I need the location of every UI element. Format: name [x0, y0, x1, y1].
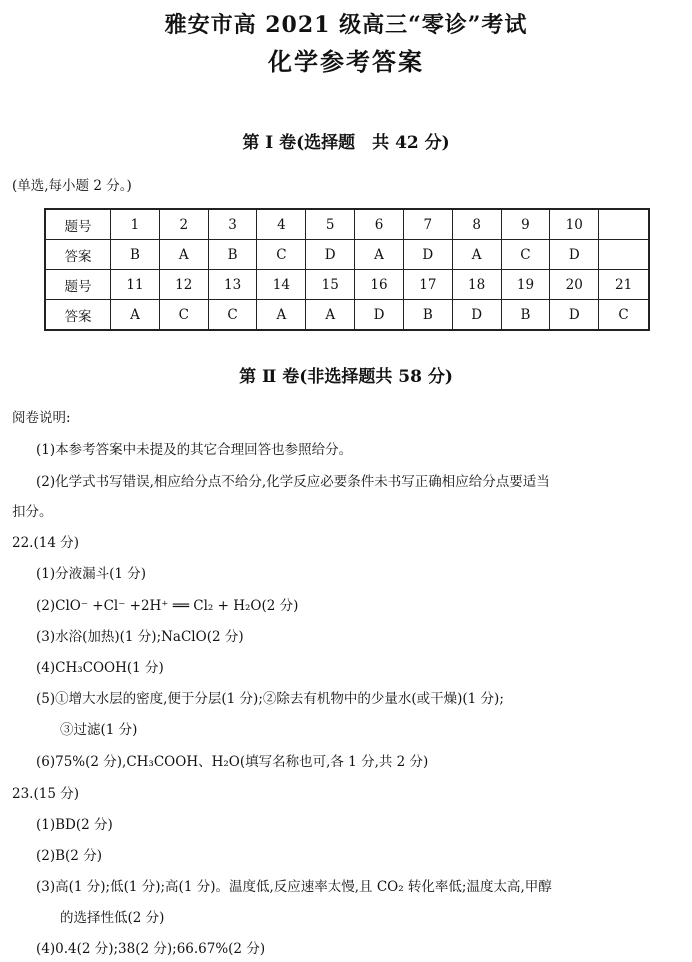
table-cell: 7	[403, 209, 452, 240]
table-cell: A	[111, 300, 160, 331]
table-row	[45, 270, 649, 300]
q22-answer-5a: (5)①增大水层的密度,便于分层(1 分);②除去有机物中的少量水(或干燥)(1 分);	[36, 691, 504, 707]
q23-heading: 23.(15 分)	[12, 786, 79, 802]
table-cell: C	[257, 240, 306, 270]
table-cell: C	[599, 300, 649, 331]
table-cell: 16	[355, 270, 404, 300]
row-label-cell: 题号	[45, 209, 111, 240]
table-cell: 4	[257, 209, 306, 240]
q22-answer-2: (2)ClO⁻ +Cl⁻ +2H⁺ ══ Cl₂ + H₂O(2 分)	[36, 598, 299, 614]
table-cell: 21	[599, 270, 649, 300]
table-cell: B	[403, 300, 452, 331]
q23-answer-4: (4)0.4(2 分);38(2 分);66.67%(2 分)	[36, 941, 266, 957]
grading-note-1: (1)本参考答案中未提及的其它合理回答也参照给分。	[36, 442, 353, 458]
table-cell: 18	[452, 270, 501, 300]
q22-heading: 22.(14 分)	[12, 535, 79, 551]
table-cell: 11	[111, 270, 160, 300]
table-cell: 14	[257, 270, 306, 300]
exam-title: 雅安市高 2021 级高三“零诊”考试	[164, 12, 528, 38]
table-cell: D	[452, 300, 501, 331]
table-cell: 20	[550, 270, 599, 300]
table-row	[45, 300, 649, 331]
table-cell: C	[159, 300, 208, 331]
table-cell: A	[257, 300, 306, 331]
q23-answer-2: (2)B(2 分)	[36, 848, 102, 864]
q22-answer-4: (4)CH₃COOH(1 分)	[36, 660, 164, 676]
q22-answer-1: (1)分液漏斗(1 分)	[36, 566, 147, 582]
table-cell	[599, 240, 649, 270]
table-cell: D	[306, 240, 355, 270]
answer-table	[44, 208, 650, 331]
table-cell: B	[501, 300, 550, 331]
q23-answer-1: (1)BD(2 分)	[36, 817, 113, 833]
q22-answer-5b: ③过滤(1 分)	[60, 722, 138, 738]
table-cell: D	[550, 240, 599, 270]
table-cell: 9	[501, 209, 550, 240]
table-cell: B	[111, 240, 160, 270]
grading-note-2b: 扣分。	[12, 504, 53, 520]
table-cell: 17	[403, 270, 452, 300]
table-cell: 15	[306, 270, 355, 300]
table-cell: 10	[550, 209, 599, 240]
table-cell: B	[208, 240, 257, 270]
row-label-cell: 答案	[45, 240, 111, 270]
grading-title: 阅卷说明:	[12, 410, 71, 426]
table-cell: A	[306, 300, 355, 331]
row-label-cell: 题号	[45, 270, 111, 300]
table-cell: 13	[208, 270, 257, 300]
row-label-cell: 答案	[45, 300, 111, 331]
table-cell: 12	[159, 270, 208, 300]
table-cell: A	[452, 240, 501, 270]
table-cell: A	[159, 240, 208, 270]
q23-answer-3a: (3)高(1 分);低(1 分);高(1 分)。温度低,反应速率太慢,且 CO₂ 转化率低;温度太高,甲醇	[36, 879, 552, 895]
table-cell: D	[550, 300, 599, 331]
table-row	[45, 240, 649, 270]
q22-answer-3: (3)水浴(加热)(1 分);NaClO(2 分)	[36, 629, 244, 645]
table-cell: 8	[452, 209, 501, 240]
table-cell: 6	[355, 209, 404, 240]
table-cell: 3	[208, 209, 257, 240]
q23-answer-3b: 的选择性低(2 分)	[60, 910, 165, 926]
table-cell: 1	[111, 209, 160, 240]
part1-heading: 第 Ⅰ 卷(选择题 共 42 分)	[242, 133, 450, 153]
table-cell: 5	[306, 209, 355, 240]
table-cell: D	[355, 300, 404, 331]
table-cell: 2	[159, 209, 208, 240]
table-cell: A	[355, 240, 404, 270]
exam-subtitle: 化学参考答案	[268, 47, 424, 76]
table-cell: C	[208, 300, 257, 331]
part2-heading: 第 Ⅱ 卷(非选择题共 58 分)	[239, 367, 453, 387]
table-cell: C	[501, 240, 550, 270]
table-cell	[599, 209, 649, 240]
part1-note: (单选,每小题 2 分。)	[12, 178, 132, 194]
grading-note-2a: (2)化学式书写错误,相应给分点不给分,化学反应必要条件未书写正确相应给分点要适当	[36, 474, 550, 490]
table-cell: D	[403, 240, 452, 270]
table-cell: 19	[501, 270, 550, 300]
q22-answer-6: (6)75%(2 分),CH₃COOH、H₂O(填写名称也可,各 1 分,共 2 分)	[36, 754, 429, 770]
table-row	[45, 209, 649, 240]
